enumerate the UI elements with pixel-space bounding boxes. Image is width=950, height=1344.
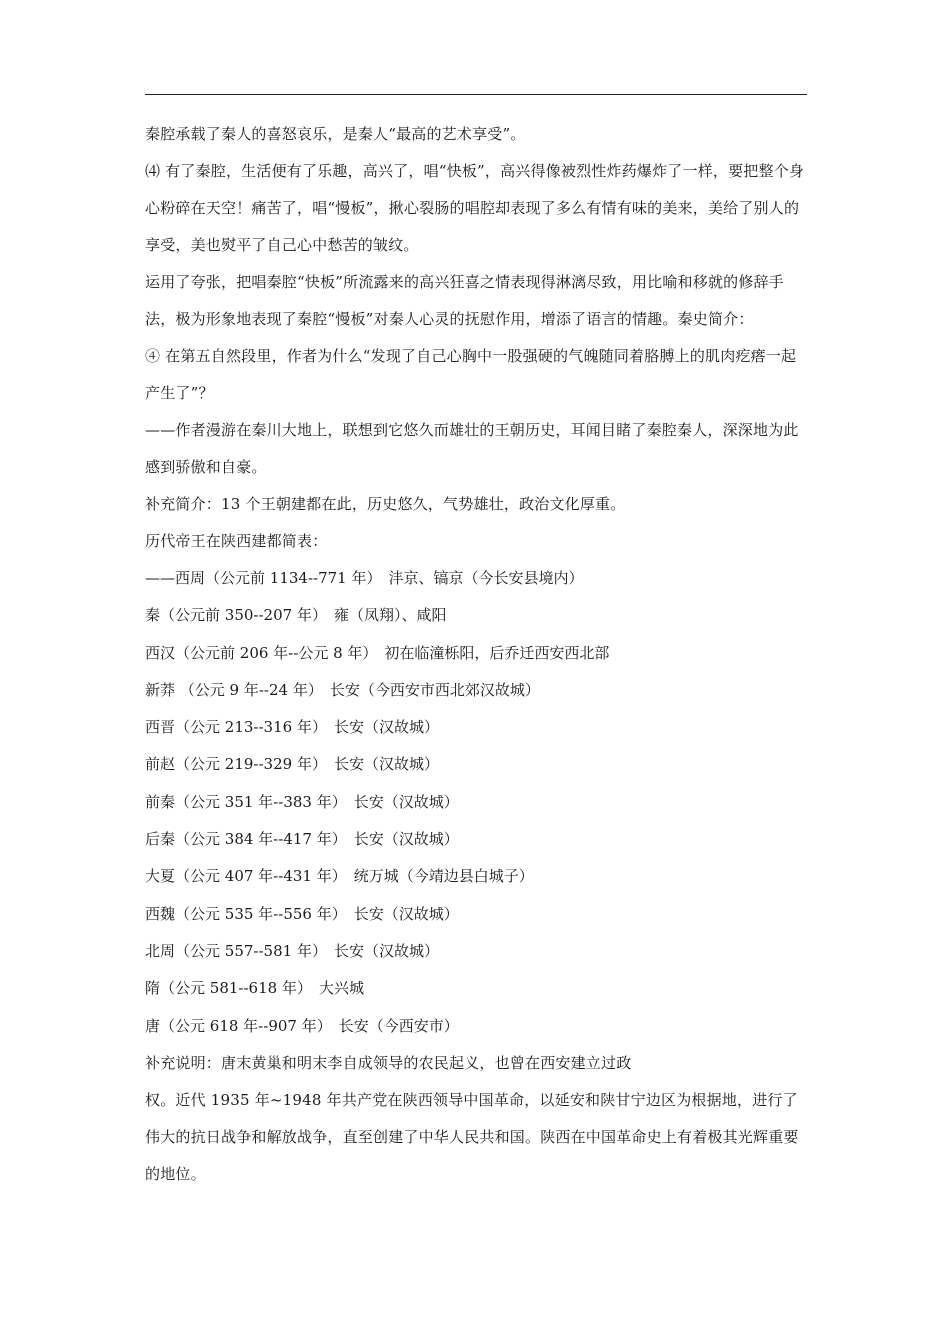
dynasty-period: （公元 407 年--431 年） — [175, 867, 347, 886]
paragraph-supplement-line1: 补充说明：唐末黄巢和明末李自成领导的农民起义，也曾在西安建立过政 — [145, 1053, 632, 1072]
header-rule — [145, 94, 807, 95]
dynasty-name: 后秦 — [145, 830, 176, 849]
dynasty-row-beizhou — [145, 933, 810, 970]
paragraph-table-title: 历代帝王在陕西建都简表： — [145, 532, 328, 550]
dynasty-period: （公元前 350--207 年） — [160, 606, 327, 625]
paragraph-question-4: ⑷ 有了秦腔，生活便有了乐趣，高兴了，唱“快板”，高兴得像被烈性炸药爆炸了一样，要把整个身心粉碎在天空！痛苦了，唱“慢板”，揪心裂肠的唱腔却表现了多么有情有味的美来，美给了别人的享受，美也熨平了自己心中愁苦的皱纹。 — [145, 162, 805, 254]
dynasty-name: 秦 — [145, 606, 161, 625]
dynasty-period: （公元 581--618 年） — [160, 979, 312, 998]
dynasty-name: 西魏 — [145, 904, 176, 923]
dynasty-capital: 长安（汉故城） — [353, 792, 459, 811]
dynasty-capital: 长安（汉故城） — [333, 718, 439, 737]
paragraph-rhetoric-analysis: 运用了夸张，把唱秦腔“快板”所流露来的高兴狂喜之情表现得淋漓尽致，用比喻和移就的修辞手法，极为形象地表现了秦腔“慢板”对秦人心灵的抚慰作用，增添了语言的情趣。秦史简介： — [145, 273, 784, 328]
paragraph-qinqiang-summary: 秦腔承载了秦人的喜怒哀乐，是秦人“最高的艺术享受”。 — [145, 125, 526, 143]
dynasty-name: 西汉 — [145, 643, 176, 662]
document-body — [145, 116, 810, 1193]
dynasty-row-xinmang — [145, 672, 810, 709]
dynasty-period: （公元 219--329 年） — [175, 755, 327, 774]
dynasty-row-qin — [145, 597, 810, 634]
dynasty-period: （公元 9 年--24 年） — [179, 680, 323, 699]
dynasty-row-xihan — [145, 635, 810, 672]
dynasty-name: 唐 — [145, 1016, 161, 1035]
dynasty-period: （公元前 206 年--公元 8 年） — [175, 643, 378, 662]
dynasty-name: 大夏 — [145, 867, 176, 886]
dynasty-period: （公元 213--316 年） — [175, 718, 327, 737]
dynasty-name: 西晋 — [145, 718, 176, 737]
dynasty-capital: 初在临潼栎阳，后乔迁西安西北部 — [384, 643, 610, 662]
dynasty-list — [145, 560, 810, 1045]
dynasty-period: （公元 618 年--907 年） — [160, 1016, 332, 1035]
dynasty-capital: 长安（今西安市） — [338, 1016, 459, 1035]
dynasty-capital: 长安（汉故城） — [333, 755, 439, 774]
dynasty-period: （公元 535 年--556 年） — [175, 904, 347, 923]
dynasty-row-daxia — [145, 858, 810, 895]
dynasty-row-xizhou — [145, 560, 810, 597]
dynasty-capital: 长安（今西安市西北郊汉故城） — [329, 680, 540, 699]
dynasty-row-qianqin — [145, 784, 810, 821]
dynasty-period: （公元前 1134--771 年） — [205, 569, 382, 587]
paragraph-supplement-intro: 补充简介：13 个王朝建都在此，历史悠久，气势雄壮，政治文化厚重。 — [145, 495, 626, 513]
dynasty-row-houqin — [145, 821, 810, 858]
dynasty-capital: 统万城（今靖边县白城子） — [353, 867, 534, 886]
dynasty-name: 隋 — [145, 979, 161, 998]
dynasty-name: 前秦 — [145, 792, 176, 811]
dynasty-row-qianzhao — [145, 746, 810, 783]
dynasty-period: （公元 384 年--417 年） — [175, 830, 347, 849]
paragraph-question-fifth-section: ④ 在第五自然段里，作者为什么“发现了自己心胸中一股强硬的气魄随同着胳膊上的肌肉疙瘩一起产生了”？ — [145, 347, 797, 402]
dynasty-capital: 大兴城 — [318, 979, 364, 998]
dynasty-capital: 雍（凤翔）、咸阳 — [333, 606, 447, 625]
dynasty-capital: 长安（汉故城） — [353, 830, 459, 849]
dynasty-name: 北周 — [145, 941, 176, 960]
dynasty-name: ——西周 — [145, 569, 206, 587]
dynasty-row-xiwei — [145, 896, 810, 933]
dynasty-row-tang — [145, 1008, 810, 1045]
dynasty-row-xijin — [145, 709, 810, 746]
dynasty-row-sui — [145, 970, 810, 1007]
dynasty-name: 新莽 — [145, 680, 180, 699]
dynasty-capital: 长安（汉故城） — [333, 941, 439, 960]
dynasty-period: （公元 557--581 年） — [175, 941, 327, 960]
dynasty-period: （公元 351 年--383 年） — [175, 792, 347, 811]
dynasty-name: 前赵 — [145, 755, 176, 774]
dynasty-capital: 沣京、镐京（今长安县境内） — [388, 569, 584, 587]
dynasty-capital: 长安（汉故城） — [353, 904, 459, 923]
paragraph-supplement-rest: 权。近代 1935 年~1948 年共产党在陕西领导中国革命，以延安和陕甘宁边区为根据地，进行了伟大的抗日战争和解放战争，直至创建了中华人民共和国。陕西在中国革命史上有着极其光辉重要的地位。 — [145, 1090, 799, 1183]
paragraph-answer: ——作者漫游在秦川大地上，联想到它悠久而雄壮的王朝历史，耳闻目睹了秦腔秦人，深深地为此感到骄傲和自豪。 — [145, 421, 799, 476]
